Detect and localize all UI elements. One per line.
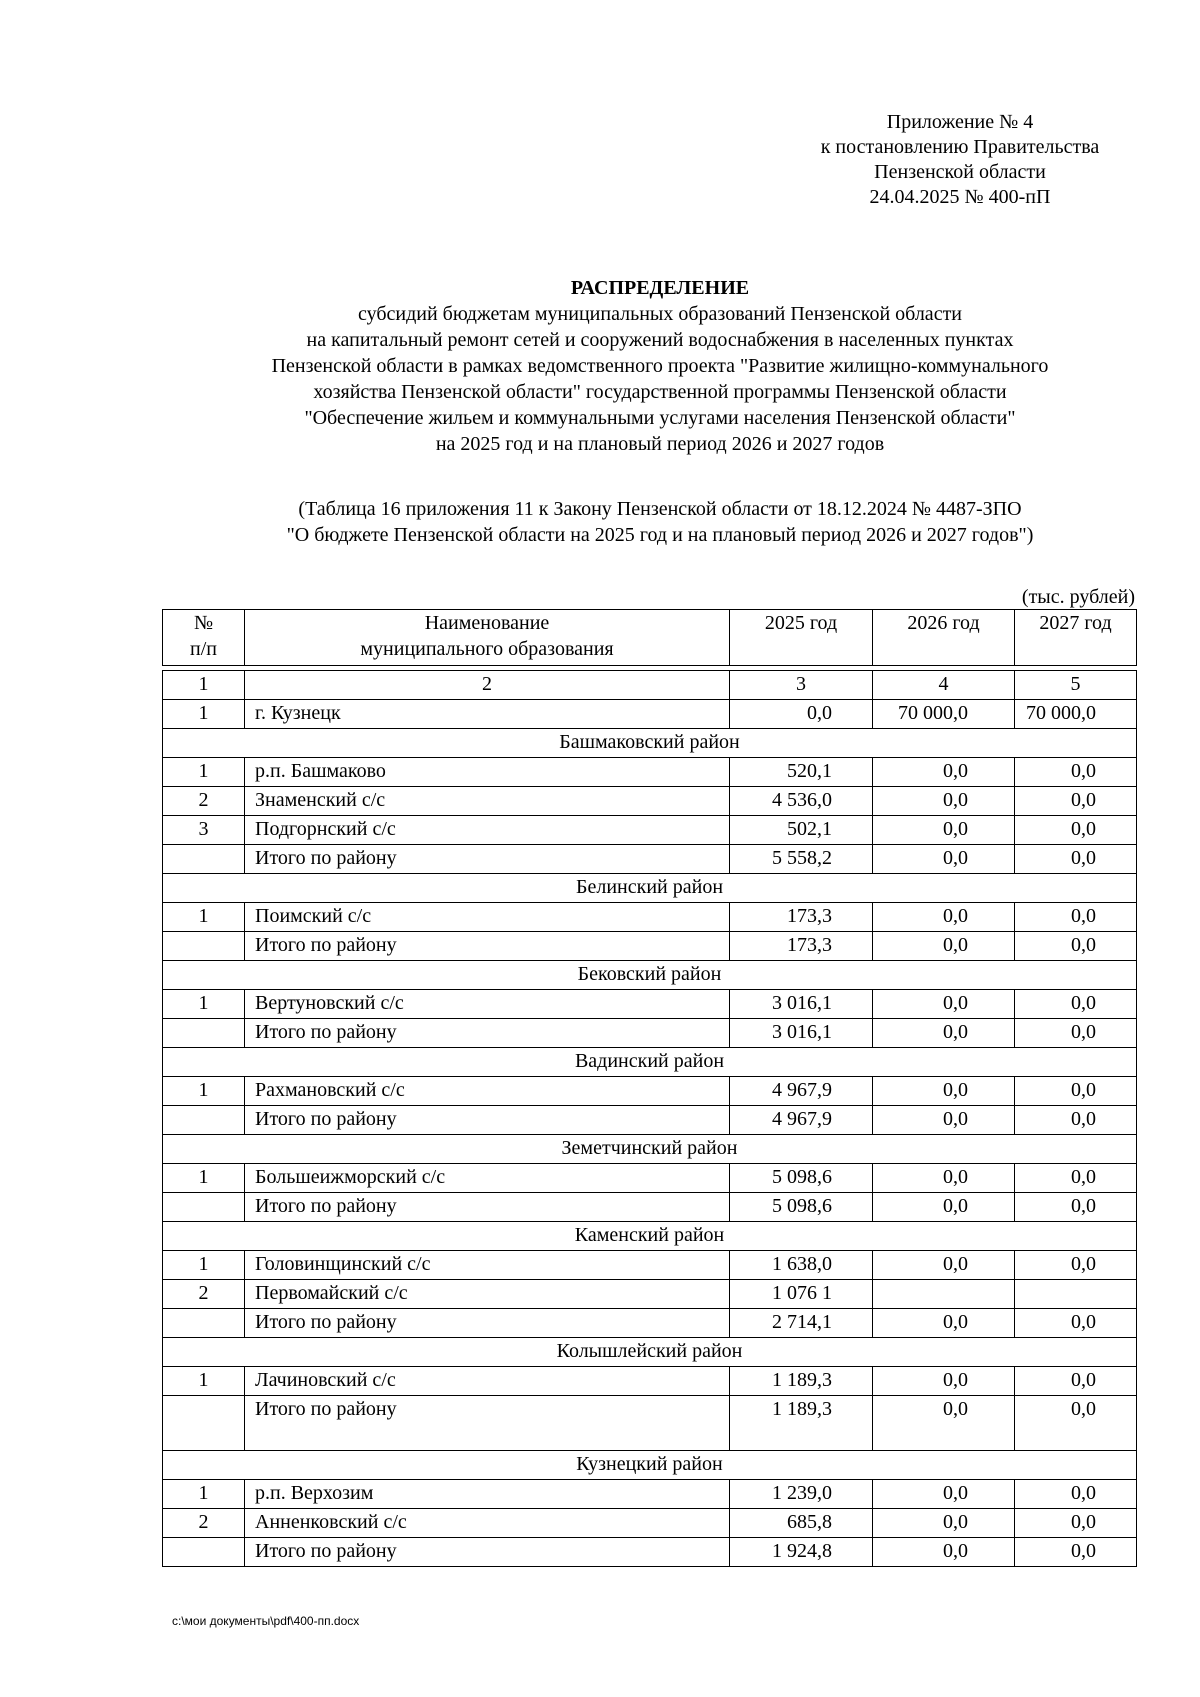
table-row <box>163 1280 1137 1309</box>
table-row <box>163 903 1137 932</box>
value-2027: 0,0 <box>1015 1251 1137 1280</box>
district-total-row <box>163 1019 1137 1048</box>
table-row <box>163 1509 1137 1538</box>
municipality-name: Итого по району <box>245 1396 730 1451</box>
value-2025: 4 536,0 <box>730 787 873 816</box>
value-2026: 0,0 <box>873 1367 1015 1396</box>
value-2025: 5 098,6 <box>730 1193 873 1222</box>
table-row <box>163 700 1137 729</box>
municipality-name: Итого по району <box>245 932 730 961</box>
value-2027: 0,0 <box>1015 1019 1137 1048</box>
district-header-row <box>163 1451 1137 1480</box>
value-2026: 0,0 <box>873 1396 1015 1451</box>
document-title <box>120 275 1200 457</box>
value-2026: 0,0 <box>873 932 1015 961</box>
value-2025: 1 638,0 <box>730 1251 873 1280</box>
header-name: Наименование муниципального образования <box>245 610 730 666</box>
district-name: Земетчинский район <box>163 1135 1137 1164</box>
value-2025: 520,1 <box>730 758 873 787</box>
value-2026: 0,0 <box>873 816 1015 845</box>
table-row <box>163 1367 1137 1396</box>
value-2027: 0,0 <box>1015 845 1137 874</box>
municipality-name: Итого по району <box>245 845 730 874</box>
appendix-line-2: к постановлению Правительства <box>820 136 1100 158</box>
value-2027: 0,0 <box>1015 990 1137 1019</box>
value-2027: 70 000,0 <box>1015 700 1137 729</box>
value-2026: 0,0 <box>873 1509 1015 1538</box>
value-2025: 5 558,2 <box>730 845 873 874</box>
appendix-line-3: Пензенской области <box>874 161 1046 183</box>
district-total-row <box>163 1396 1137 1451</box>
district-header-row <box>163 729 1137 758</box>
value-2026: 0,0 <box>873 1309 1015 1338</box>
reference-line-1: (Таблица 16 приложения 11 к Закону Пензенской области от 18.12.2024 № 4487-ЗПО <box>298 498 1022 520</box>
municipality-name: Рахмановский с/с <box>245 1077 730 1106</box>
row-number: 1 <box>163 990 245 1019</box>
row-number: 1 <box>163 1077 245 1106</box>
value-2026: 0,0 <box>873 1019 1015 1048</box>
title-line: субсидий бюджетам муниципальных образований Пензенской области <box>357 303 963 325</box>
municipality-name: Итого по району <box>245 1019 730 1048</box>
municipality-name: Первомайский с/с <box>245 1280 730 1309</box>
value-2027: 0,0 <box>1015 1164 1137 1193</box>
header-2026: 2026 год <box>873 610 1015 666</box>
row-number <box>163 845 245 874</box>
value-2026: 0,0 <box>873 1077 1015 1106</box>
row-number <box>163 1538 245 1567</box>
value-2026: 0,0 <box>873 1251 1015 1280</box>
row-number: 1 <box>163 700 245 729</box>
column-number: 3 <box>730 671 873 700</box>
municipality-name: р.п. Верхозим <box>245 1480 730 1509</box>
column-number: 5 <box>1015 671 1137 700</box>
municipality-name: Знаменский с/с <box>245 787 730 816</box>
row-number: 1 <box>163 758 245 787</box>
row-number <box>163 932 245 961</box>
value-2025: 173,3 <box>730 903 873 932</box>
value-2025: 0,0 <box>730 700 873 729</box>
district-header-row <box>163 961 1137 990</box>
district-name: Башмаковский район <box>163 729 1137 758</box>
row-number <box>163 1309 245 1338</box>
value-2026: 0,0 <box>873 1538 1015 1567</box>
value-2027: 0,0 <box>1015 1106 1137 1135</box>
value-2027: 0,0 <box>1015 1509 1137 1538</box>
header-2025: 2025 год <box>730 610 873 666</box>
value-2025: 1 189,3 <box>730 1396 873 1451</box>
municipality-name: Подгорнский с/с <box>245 816 730 845</box>
value-2027: 0,0 <box>1015 932 1137 961</box>
district-total-row <box>163 1193 1137 1222</box>
row-number: 3 <box>163 816 245 845</box>
municipality-name: Лачиновский с/с <box>245 1367 730 1396</box>
municipality-name: Итого по району <box>245 1106 730 1135</box>
table-header-row <box>163 610 1137 666</box>
value-2026: 0,0 <box>873 758 1015 787</box>
value-2026: 0,0 <box>873 1106 1015 1135</box>
title-line: Пензенской области в рамках ведомственного проекта "Развитие жилищно-коммунального <box>271 355 1049 377</box>
row-number <box>163 1193 245 1222</box>
table-row <box>163 1164 1137 1193</box>
value-2027: 0,0 <box>1015 903 1137 932</box>
value-2027: 0,0 <box>1015 1077 1137 1106</box>
value-2027: 0,0 <box>1015 1538 1137 1567</box>
row-number: 1 <box>163 1164 245 1193</box>
value-2026: 0,0 <box>873 990 1015 1019</box>
municipality-name: Анненковский с/с <box>245 1509 730 1538</box>
district-name: Каменский район <box>163 1222 1137 1251</box>
row-number: 1 <box>163 1367 245 1396</box>
district-header-row <box>163 1048 1137 1077</box>
value-2027: 0,0 <box>1015 816 1137 845</box>
value-2025: 5 098,6 <box>730 1164 873 1193</box>
district-total-row <box>163 845 1137 874</box>
value-2025: 173,3 <box>730 932 873 961</box>
district-header-row <box>163 1135 1137 1164</box>
value-2025: 1 924,8 <box>730 1538 873 1567</box>
row-number <box>163 1396 245 1451</box>
district-name: Белинский район <box>163 874 1137 903</box>
value-2025: 2 714,1 <box>730 1309 873 1338</box>
column-number: 4 <box>873 671 1015 700</box>
value-2027: 0,0 <box>1015 758 1137 787</box>
title-line: "Обеспечение жильем и коммунальными услугами населения Пензенской области" <box>304 407 1016 429</box>
law-reference <box>120 496 1200 548</box>
district-header-row <box>163 874 1137 903</box>
municipality-name: Итого по району <box>245 1309 730 1338</box>
value-2025: 3 016,1 <box>730 1019 873 1048</box>
value-2026: 0,0 <box>873 787 1015 816</box>
value-2026 <box>873 1280 1015 1309</box>
reference-line-2: "О бюджете Пензенской области на 2025 год и на плановый период 2026 и 2027 годов") <box>286 524 1034 546</box>
value-2027: 0,0 <box>1015 1367 1137 1396</box>
value-2025: 1 076 1 <box>730 1280 873 1309</box>
district-header-row <box>163 1222 1137 1251</box>
value-2026: 0,0 <box>873 1164 1015 1193</box>
row-number: 2 <box>163 1509 245 1538</box>
district-total-row <box>163 1309 1137 1338</box>
municipality-name: Головинщинский с/с <box>245 1251 730 1280</box>
value-2025: 1 189,3 <box>730 1367 873 1396</box>
header-2027: 2027 год <box>1015 610 1137 666</box>
value-2025: 4 967,9 <box>730 1106 873 1135</box>
municipality-name: Вертуновский с/с <box>245 990 730 1019</box>
district-name: Вадинский район <box>163 1048 1137 1077</box>
table-row <box>163 1077 1137 1106</box>
value-2025: 4 967,9 <box>730 1077 873 1106</box>
value-2027: 0,0 <box>1015 1193 1137 1222</box>
municipality-name: Поимский с/с <box>245 903 730 932</box>
district-name: Колышлейский район <box>163 1338 1137 1367</box>
title-line: на капитальный ремонт сетей и сооружений водоснабжения в населенных пунктах <box>306 329 1014 351</box>
district-header-row <box>163 1338 1137 1367</box>
title-line: на 2025 год и на плановый период 2026 и 2027 годов <box>435 433 885 455</box>
column-number: 1 <box>163 671 245 700</box>
distribution-table <box>162 609 1137 1567</box>
municipality-name: г. Кузнецк <box>245 700 730 729</box>
row-number <box>163 1106 245 1135</box>
table-row <box>163 758 1137 787</box>
appendix-line-4: 24.04.2025 № 400-пП <box>869 186 1051 208</box>
municipality-name: Итого по району <box>245 1538 730 1567</box>
row-number: 1 <box>163 903 245 932</box>
table-row <box>163 1480 1137 1509</box>
value-2027: 0,0 <box>1015 1309 1137 1338</box>
value-2026: 0,0 <box>873 845 1015 874</box>
row-number <box>163 1019 245 1048</box>
value-2026: 0,0 <box>873 1480 1015 1509</box>
table-row <box>163 1251 1137 1280</box>
municipality-name: Большеижморский с/с <box>245 1164 730 1193</box>
appendix-header <box>790 110 1130 210</box>
value-2027: 0,0 <box>1015 1396 1137 1451</box>
district-name: Бековский район <box>163 961 1137 990</box>
row-number: 1 <box>163 1480 245 1509</box>
value-2026: 0,0 <box>873 903 1015 932</box>
value-2025: 1 239,0 <box>730 1480 873 1509</box>
row-number: 1 <box>163 1251 245 1280</box>
title-line: хозяйства Пензенской области" государственной программы Пензенской области <box>313 381 1007 403</box>
district-name: Кузнецкий район <box>163 1451 1137 1480</box>
units-label: (тыс. рублей) <box>1021 586 1135 608</box>
value-2027: 0,0 <box>1015 1480 1137 1509</box>
table-row <box>163 816 1137 845</box>
value-2025: 685,8 <box>730 1509 873 1538</box>
value-2027: 0,0 <box>1015 787 1137 816</box>
district-total-row <box>163 932 1137 961</box>
table-row <box>163 990 1137 1019</box>
municipality-name: р.п. Башмаково <box>245 758 730 787</box>
column-numbers-row <box>163 671 1137 700</box>
value-2027 <box>1015 1280 1137 1309</box>
row-number: 2 <box>163 787 245 816</box>
district-total-row <box>163 1538 1137 1567</box>
appendix-line-1: Приложение № 4 <box>886 111 1034 133</box>
header-no: № п/п <box>163 610 245 666</box>
file-path-footer: c:\мои документы\pdf\400-пп.docx <box>172 1614 360 1628</box>
column-number: 2 <box>245 671 730 700</box>
row-number: 2 <box>163 1280 245 1309</box>
value-2026: 70 000,0 <box>873 700 1015 729</box>
table-row <box>163 787 1137 816</box>
value-2025: 502,1 <box>730 816 873 845</box>
municipality-name: Итого по району <box>245 1193 730 1222</box>
title-heading: РАСПРЕДЕЛЕНИЕ <box>570 277 750 299</box>
value-2026: 0,0 <box>873 1193 1015 1222</box>
value-2025: 3 016,1 <box>730 990 873 1019</box>
district-total-row <box>163 1106 1137 1135</box>
